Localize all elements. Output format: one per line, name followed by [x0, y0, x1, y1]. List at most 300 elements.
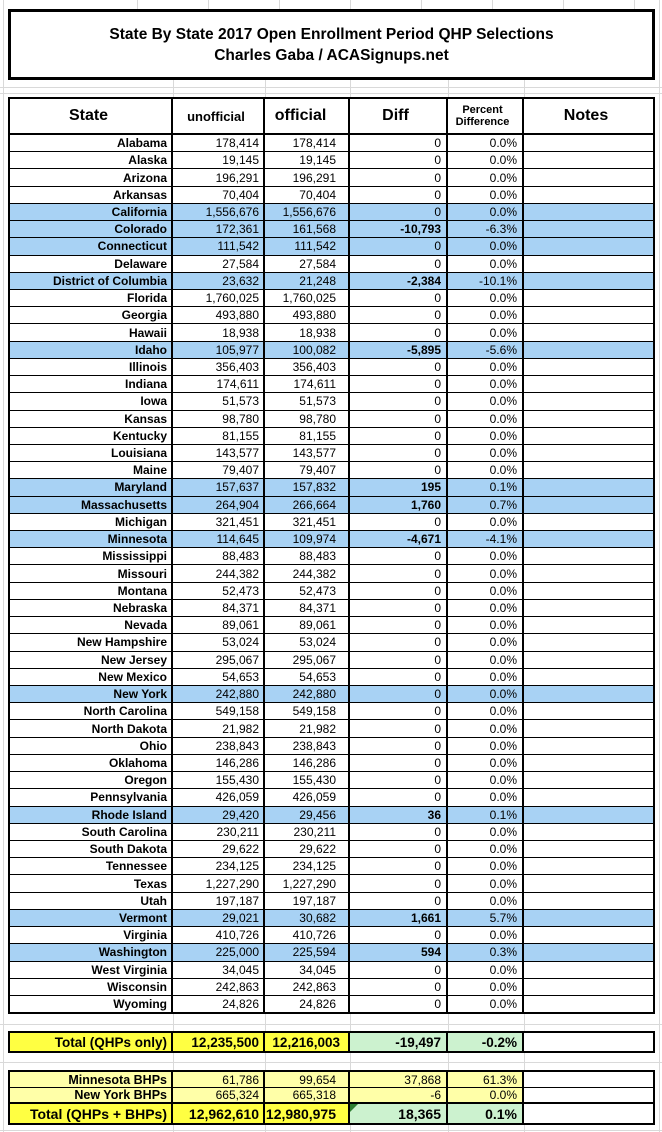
percent-difference-cell: 0.0% [448, 290, 524, 306]
diff-value-cell: 0 [350, 841, 448, 857]
notes-cell [524, 376, 653, 392]
notes-cell [524, 514, 653, 530]
percent-difference-cell: 0.0% [448, 411, 524, 427]
unofficial-value-cell: 21,982 [173, 720, 265, 736]
official-value-cell: 242,863 [265, 979, 350, 995]
unofficial-value-cell: 29,021 [173, 910, 265, 926]
percent-difference-cell: 0.0% [448, 307, 524, 323]
diff-value-cell: 0 [350, 152, 448, 168]
diff-value-cell: 0 [350, 703, 448, 719]
diff-value-cell: 0 [350, 135, 448, 151]
unofficial-value-cell: 356,403 [173, 359, 265, 375]
official-value-cell: 89,061 [265, 617, 350, 633]
official-value-cell: 21,248 [265, 273, 350, 289]
percent-difference-cell: 0.0% [448, 772, 524, 788]
state-name-cell: Pennsylvania [10, 789, 173, 805]
total-qhps-bhps-row [10, 1104, 653, 1123]
total-qhps-only-percent: -0.2% [448, 1033, 524, 1051]
unofficial-value-cell: 81,155 [173, 428, 265, 444]
percent-difference-cell: 0.0% [448, 858, 524, 874]
state-name-cell: California [10, 204, 173, 220]
unofficial-value-cell: 143,577 [173, 445, 265, 461]
bhp-label: New York BHPs [10, 1088, 173, 1102]
state-row [10, 514, 653, 531]
notes-cell [524, 824, 653, 840]
unofficial-value-cell: 1,227,290 [173, 875, 265, 891]
percent-difference-cell: 0.0% [448, 462, 524, 478]
state-row [10, 669, 653, 686]
percent-difference-cell: 0.0% [448, 393, 524, 409]
unofficial-value-cell: 114,645 [173, 531, 265, 547]
state-name-cell: Vermont [10, 910, 173, 926]
state-name-cell: Iowa [10, 393, 173, 409]
unofficial-value-cell: 23,632 [173, 273, 265, 289]
percent-difference-cell: 5.7% [448, 910, 524, 926]
official-value-cell: 111,542 [265, 238, 350, 254]
official-value-cell: 426,059 [265, 789, 350, 805]
state-row [10, 135, 653, 152]
state-row [10, 652, 653, 669]
percent-difference-cell: 0.0% [448, 996, 524, 1012]
percent-difference-cell: 0.0% [448, 841, 524, 857]
state-name-cell: Rhode Island [10, 807, 173, 823]
official-value-cell: 410,726 [265, 927, 350, 943]
diff-value-cell: 0 [350, 996, 448, 1012]
grid-line [448, 80, 449, 97]
unofficial-value-cell: 230,211 [173, 824, 265, 840]
state-row [10, 204, 653, 221]
state-row [10, 479, 653, 496]
notes-cell [524, 583, 653, 599]
official-value-cell: 54,653 [265, 669, 350, 685]
total-qhps-bhps-diff: 18,365 [350, 1104, 448, 1123]
state-name-cell: New Jersey [10, 652, 173, 668]
notes-cell [524, 479, 653, 495]
percent-difference-cell: 0.0% [448, 238, 524, 254]
notes-cell [524, 927, 653, 943]
notes-cell [524, 565, 653, 581]
percent-difference-cell: 0.0% [448, 152, 524, 168]
state-name-cell: Florida [10, 290, 173, 306]
official-value-cell: 52,473 [265, 583, 350, 599]
diff-value-cell: 0 [350, 290, 448, 306]
grid-line [350, 1125, 351, 1132]
state-name-cell: Michigan [10, 514, 173, 530]
state-row [10, 824, 653, 841]
state-row [10, 152, 653, 169]
grid-line [265, 80, 266, 97]
state-name-cell: Nebraska [10, 600, 173, 616]
grid-line [0, 93, 662, 94]
state-name-cell: Illinois [10, 359, 173, 375]
diff-value-cell: 0 [350, 169, 448, 185]
total-qhps-only-label: Total (QHPs only) [10, 1033, 173, 1051]
diff-value-cell: 0 [350, 875, 448, 891]
notes-cell [524, 996, 653, 1012]
official-value-cell: 109,974 [265, 531, 350, 547]
percent-difference-cell: 0.0% [448, 514, 524, 530]
notes-cell [524, 238, 653, 254]
grid-line [524, 1125, 525, 1132]
state-table [8, 97, 655, 1014]
percent-difference-cell: 0.0% [448, 686, 524, 702]
state-row [10, 703, 653, 720]
notes-cell [524, 256, 653, 272]
unofficial-value-cell: 493,880 [173, 307, 265, 323]
unofficial-value-cell: 238,843 [173, 738, 265, 754]
state-row [10, 927, 653, 944]
official-value-cell: 1,760,025 [265, 290, 350, 306]
notes-cell [524, 703, 653, 719]
table-body [10, 135, 653, 1012]
state-name-cell: New Hampshire [10, 634, 173, 650]
official-value-cell: 1,227,290 [265, 875, 350, 891]
state-name-cell: West Virginia [10, 962, 173, 978]
state-name-cell: South Carolina [10, 824, 173, 840]
state-name-cell: Ohio [10, 738, 173, 754]
state-name-cell: Washington [10, 944, 173, 960]
official-value-cell: 79,407 [265, 462, 350, 478]
notes-cell [524, 875, 653, 891]
percent-difference-cell: 0.0% [448, 135, 524, 151]
notes-cell [524, 393, 653, 409]
grid-line [0, 1024, 662, 1025]
grid-line [173, 1014, 174, 1031]
unofficial-value-cell: 34,045 [173, 962, 265, 978]
official-value-cell: 98,780 [265, 411, 350, 427]
bhp-diff: 37,868 [350, 1072, 448, 1087]
state-name-cell: Arkansas [10, 187, 173, 203]
official-value-cell: 27,584 [265, 256, 350, 272]
unofficial-value-cell: 242,863 [173, 979, 265, 995]
col-header-unofficial: unofficial [173, 99, 265, 133]
state-name-cell: Tennessee [10, 858, 173, 874]
grid-line [173, 1053, 174, 1070]
percent-difference-cell: 0.0% [448, 376, 524, 392]
state-row [10, 428, 653, 445]
diff-value-cell: 1,760 [350, 497, 448, 513]
unofficial-value-cell: 146,286 [173, 755, 265, 771]
percent-difference-cell: 0.0% [448, 600, 524, 616]
bhp-label: Minnesota BHPs [10, 1072, 173, 1087]
total-qhps-bhps-percent: 0.1% [448, 1104, 524, 1123]
official-value-cell: 356,403 [265, 359, 350, 375]
official-value-cell: 321,451 [265, 514, 350, 530]
grid-line [137, 0, 138, 9]
state-row [10, 807, 653, 824]
notes-cell [524, 135, 653, 151]
official-value-cell: 230,211 [265, 824, 350, 840]
state-row [10, 169, 653, 186]
state-row [10, 755, 653, 772]
unofficial-value-cell: 111,542 [173, 238, 265, 254]
state-row [10, 893, 653, 910]
unofficial-value-cell: 1,556,676 [173, 204, 265, 220]
percent-difference-cell: 0.0% [448, 359, 524, 375]
bhp-row-new-york [10, 1088, 653, 1104]
state-row [10, 187, 653, 204]
notes-cell [524, 497, 653, 513]
official-value-cell: 143,577 [265, 445, 350, 461]
unofficial-value-cell: 244,382 [173, 565, 265, 581]
notes-cell [524, 600, 653, 616]
grid-line [659, 0, 660, 1132]
percent-difference-cell: 0.0% [448, 187, 524, 203]
notes-cell [524, 944, 653, 960]
diff-value-cell: 0 [350, 445, 448, 461]
notes-cell [524, 359, 653, 375]
state-row [10, 548, 653, 565]
diff-value-cell: 36 [350, 807, 448, 823]
unofficial-value-cell: 51,573 [173, 393, 265, 409]
official-value-cell: 21,982 [265, 720, 350, 736]
official-value-cell: 34,045 [265, 962, 350, 978]
grid-line [0, 87, 662, 88]
official-value-cell: 70,404 [265, 187, 350, 203]
diff-value-cell: 0 [350, 548, 448, 564]
diff-value-cell: 0 [350, 720, 448, 736]
notes-cell [524, 548, 653, 564]
notes-cell [524, 979, 653, 995]
diff-value-cell: 0 [350, 669, 448, 685]
diff-value-cell: 0 [350, 738, 448, 754]
grid-line [265, 1125, 266, 1132]
notes-cell [524, 720, 653, 736]
grid-line [350, 0, 351, 9]
notes-cell [524, 462, 653, 478]
unofficial-value-cell: 27,584 [173, 256, 265, 272]
diff-value-cell: 0 [350, 462, 448, 478]
percent-difference-cell: 0.0% [448, 204, 524, 220]
state-name-cell: Virginia [10, 927, 173, 943]
bhp-row-minnesota [10, 1072, 653, 1088]
unofficial-value-cell: 295,067 [173, 652, 265, 668]
unofficial-value-cell: 18,938 [173, 324, 265, 340]
state-name-cell: Kansas [10, 411, 173, 427]
state-name-cell: Wyoming [10, 996, 173, 1012]
official-value-cell: 178,414 [265, 135, 350, 151]
state-row [10, 376, 653, 393]
notes-cell [524, 290, 653, 306]
notes-cell [524, 617, 653, 633]
diff-value-cell: 0 [350, 324, 448, 340]
state-row [10, 910, 653, 927]
diff-value-cell: 0 [350, 858, 448, 874]
total-qhps-only-diff: -19,497 [350, 1033, 448, 1051]
official-value-cell: 24,826 [265, 996, 350, 1012]
notes-cell [524, 273, 653, 289]
percent-difference-cell: 0.0% [448, 548, 524, 564]
percent-difference-cell: 0.1% [448, 479, 524, 495]
grid-line [350, 1053, 351, 1070]
state-row [10, 221, 653, 238]
state-name-cell: Oklahoma [10, 755, 173, 771]
percent-difference-cell: 0.0% [448, 824, 524, 840]
notes-cell [524, 187, 653, 203]
official-value-cell: 53,024 [265, 634, 350, 650]
state-row [10, 411, 653, 428]
percent-difference-cell: 0.0% [448, 927, 524, 943]
notes-cell [524, 841, 653, 857]
bhp-unofficial: 665,324 [173, 1088, 265, 1102]
notes-cell [524, 169, 653, 185]
percent-difference-cell: 0.3% [448, 944, 524, 960]
percent-difference-cell: 0.0% [448, 962, 524, 978]
col-header-percent-difference: Percent Difference [448, 99, 524, 133]
state-row [10, 393, 653, 410]
notes-cell [524, 324, 653, 340]
diff-value-cell: 0 [350, 393, 448, 409]
state-row [10, 600, 653, 617]
diff-value-cell: 0 [350, 583, 448, 599]
grid-line [350, 80, 351, 97]
official-value-cell: 174,611 [265, 376, 350, 392]
state-name-cell: Oregon [10, 772, 173, 788]
state-row [10, 738, 653, 755]
state-name-cell: Louisiana [10, 445, 173, 461]
percent-difference-cell: 0.0% [448, 617, 524, 633]
unofficial-value-cell: 79,407 [173, 462, 265, 478]
percent-difference-cell: 0.0% [448, 875, 524, 891]
diff-value-cell: 0 [350, 600, 448, 616]
diff-value-cell: 0 [350, 979, 448, 995]
diff-value-cell: 594 [350, 944, 448, 960]
title-box [8, 9, 655, 80]
state-row [10, 307, 653, 324]
official-value-cell: 157,832 [265, 479, 350, 495]
state-name-cell: Massachusetts [10, 497, 173, 513]
state-row [10, 583, 653, 600]
diff-value-cell: 0 [350, 893, 448, 909]
diff-value-cell: 0 [350, 187, 448, 203]
grid-line [350, 1014, 351, 1031]
diff-value-cell: 0 [350, 772, 448, 788]
state-name-cell: Idaho [10, 342, 173, 358]
notes-cell [524, 686, 653, 702]
grid-line [524, 80, 525, 97]
unofficial-value-cell: 549,158 [173, 703, 265, 719]
state-row [10, 359, 653, 376]
official-value-cell: 234,125 [265, 858, 350, 874]
diff-value-cell: 0 [350, 962, 448, 978]
official-value-cell: 238,843 [265, 738, 350, 754]
diff-value-cell: -4,671 [350, 531, 448, 547]
state-name-cell: Kentucky [10, 428, 173, 444]
state-row [10, 617, 653, 634]
notes-cell [524, 531, 653, 547]
official-value-cell: 493,880 [265, 307, 350, 323]
state-name-cell: Utah [10, 893, 173, 909]
bhp-percent: 0.0% [448, 1088, 524, 1102]
unofficial-value-cell: 54,653 [173, 669, 265, 685]
official-value-cell: 295,067 [265, 652, 350, 668]
state-name-cell: Texas [10, 875, 173, 891]
unofficial-value-cell: 264,904 [173, 497, 265, 513]
unofficial-value-cell: 88,483 [173, 548, 265, 564]
state-row [10, 342, 653, 359]
unofficial-value-cell: 29,420 [173, 807, 265, 823]
total-qhps-only-official: 12,216,003 [265, 1033, 350, 1051]
grid-line [0, 1062, 662, 1063]
state-name-cell: Alaska [10, 152, 173, 168]
unofficial-value-cell: 225,000 [173, 944, 265, 960]
percent-difference-cell: 0.0% [448, 652, 524, 668]
state-name-cell: Indiana [10, 376, 173, 392]
state-row [10, 841, 653, 858]
grid-line [173, 1125, 174, 1132]
notes-cell [524, 910, 653, 926]
unofficial-value-cell: 172,361 [173, 221, 265, 237]
official-value-cell: 266,664 [265, 497, 350, 513]
percent-difference-cell: 0.0% [448, 789, 524, 805]
official-value-cell: 197,187 [265, 893, 350, 909]
state-row [10, 875, 653, 892]
official-value-cell: 19,145 [265, 152, 350, 168]
unofficial-value-cell: 52,473 [173, 583, 265, 599]
percent-difference-cell: 0.7% [448, 497, 524, 513]
state-name-cell: North Dakota [10, 720, 173, 736]
grid-line [279, 0, 280, 9]
state-row [10, 497, 653, 514]
notes-cell [524, 152, 653, 168]
diff-value-cell: 195 [350, 479, 448, 495]
percent-difference-cell: -5.6% [448, 342, 524, 358]
bhp-table [8, 1070, 655, 1125]
state-name-cell: Arizona [10, 169, 173, 185]
diff-value-cell: 0 [350, 652, 448, 668]
state-name-cell: Connecticut [10, 238, 173, 254]
percent-difference-cell: -4.1% [448, 531, 524, 547]
state-name-cell: Minnesota [10, 531, 173, 547]
percent-difference-cell: 0.0% [448, 634, 524, 650]
official-value-cell: 1,556,676 [265, 204, 350, 220]
official-value-cell: 225,594 [265, 944, 350, 960]
unofficial-value-cell: 105,977 [173, 342, 265, 358]
grid-line [492, 0, 493, 9]
col-header-notes: Notes [563, 107, 609, 124]
state-row [10, 962, 653, 979]
state-name-cell: Maine [10, 462, 173, 478]
notes-cell [524, 893, 653, 909]
percent-difference-cell: 0.0% [448, 979, 524, 995]
notes-cell [524, 652, 653, 668]
grid-line [563, 0, 564, 9]
grid-line [421, 0, 422, 9]
percent-difference-cell: 0.0% [448, 256, 524, 272]
bhp-notes [524, 1088, 653, 1102]
diff-value-cell: 0 [350, 307, 448, 323]
official-value-cell: 161,568 [265, 221, 350, 237]
state-row [10, 858, 653, 875]
official-value-cell: 29,622 [265, 841, 350, 857]
state-name-cell: Alabama [10, 135, 173, 151]
unofficial-value-cell: 98,780 [173, 411, 265, 427]
total-qhps-only-row [8, 1031, 655, 1053]
bhp-notes [524, 1072, 653, 1087]
notes-cell [524, 307, 653, 323]
diff-value-cell: 0 [350, 755, 448, 771]
state-name-cell: Colorado [10, 221, 173, 237]
official-value-cell: 84,371 [265, 600, 350, 616]
state-name-cell: Nevada [10, 617, 173, 633]
notes-cell [524, 755, 653, 771]
percent-difference-cell: 0.0% [448, 428, 524, 444]
diff-value-cell: 0 [350, 204, 448, 220]
col-header-diff: Diff [350, 99, 448, 133]
percent-difference-cell: 0.0% [448, 583, 524, 599]
official-value-cell: 100,082 [265, 342, 350, 358]
notes-cell [524, 428, 653, 444]
